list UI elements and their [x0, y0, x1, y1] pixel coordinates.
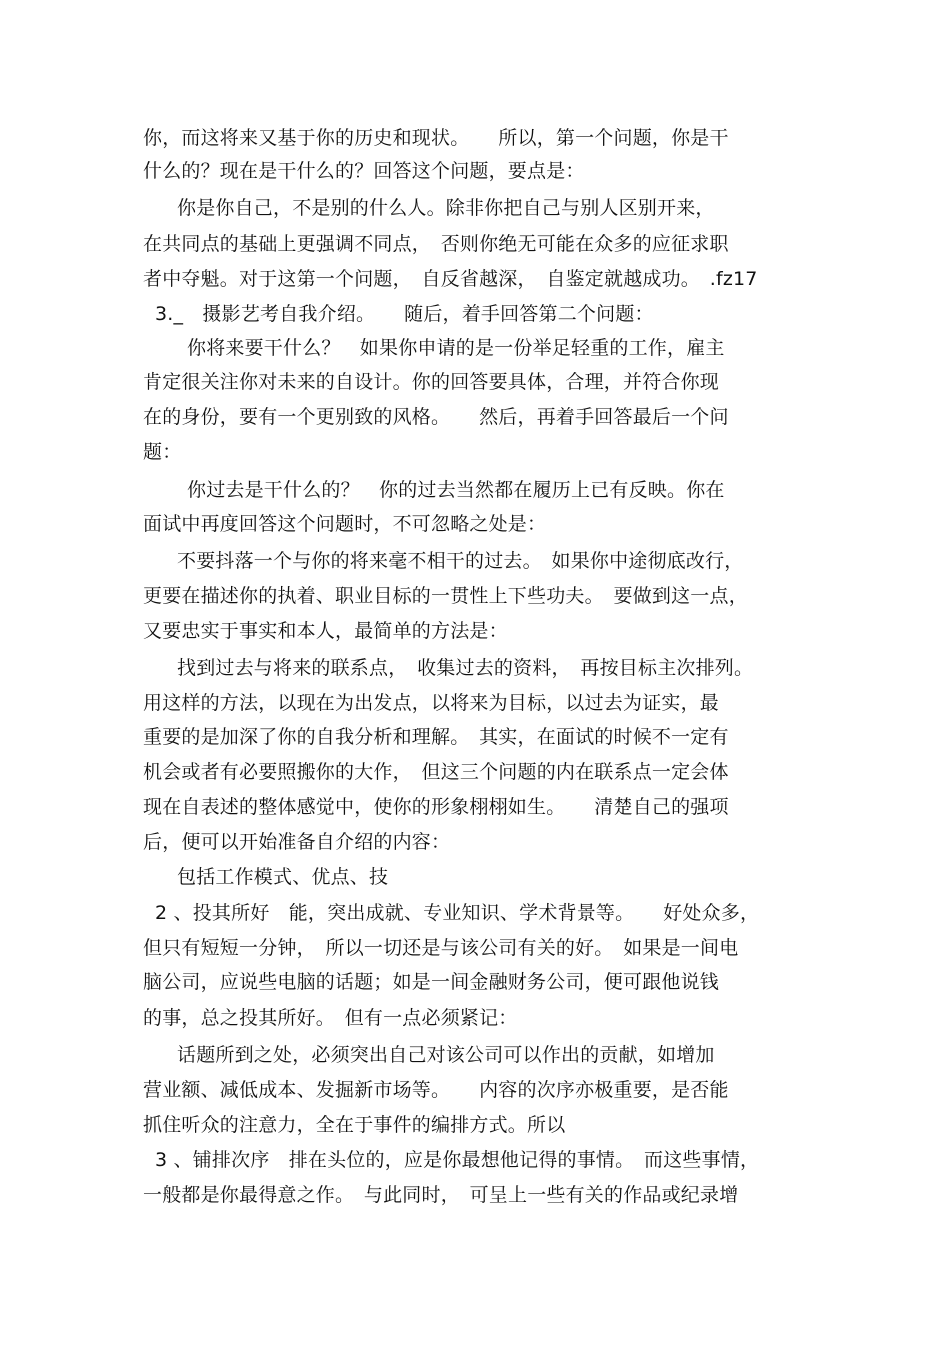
- text-line: 抓住听众的注意力，全在于事件的编排方式。所以: [143, 1114, 566, 1136]
- text-line: 2 、投其所好 能，突出成就、专业知识、学术背景等。 好处众多，: [155, 902, 760, 924]
- text-line: 更要在描述你的执着、职业目标的一贯性上下些功夫。 要做到这一点，: [143, 585, 748, 607]
- text-line: 重要的是加深了你的自我分析和理解。 其实，在面试的时候不一定有: [143, 726, 729, 748]
- text-line: 脑公司，应说些电脑的话题；如是一间金融财务公司，便可跟他说钱: [143, 971, 720, 993]
- text-line: 你将来要干什么？ 如果你申请的是一份举足轻重的工作，雇主: [187, 337, 725, 359]
- text-line: 3 、铺排次序 排在头位的，应是你最想他记得的事情。 而这些事情，: [155, 1149, 760, 1171]
- text-line: 什么的？现在是干什么的？回答这个问题，要点是：: [143, 160, 585, 182]
- text-line: 现在自表述的整体感觉中，使你的形象栩栩如生。 清楚自己的强项: [143, 796, 729, 818]
- text-line: 后，便可以开始准备自介绍的内容：: [143, 831, 451, 853]
- text-line: 包括工作模式、优点、技: [177, 866, 389, 888]
- text-line: 话题所到之处，必须突出自己对该公司可以作出的贡献，如增加: [177, 1044, 715, 1066]
- text-line: 者中夺魁。对于这第一个问题， 自反省越深， 自鉴定就越成功。 .fz17: [143, 268, 758, 290]
- text-line: 的事，总之投其所好。 但有一点必须紧记：: [143, 1007, 518, 1029]
- text-line: 一般都是你最得意之作。 与此同时， 可呈上一些有关的作品或纪录增: [143, 1184, 739, 1206]
- text-line: 3._ 摄影艺考自我介绍。 随后，着手回答第二个问题：: [155, 303, 654, 325]
- text-line: 在共同点的基础上更强调不同点， 否则你绝无可能在众多的应征求职: [143, 233, 729, 255]
- text-line: 不要抖落一个与你的将来毫不相干的过去。 如果你中途彻底改行，: [177, 550, 744, 572]
- text-line: 机会或者有必要照搬你的大作， 但这三个问题的内在联系点一定会体: [143, 761, 729, 783]
- text-line: 题：: [143, 441, 182, 463]
- text-line: 面试中再度回答这个问题时，不可忽略之处是：: [143, 513, 547, 535]
- text-line: 你，而这将来又基于你的历史和现状。 所以，第一个问题，你是干: [143, 127, 729, 149]
- text-line: 用这样的方法，以现在为出发点，以将来为目标，以过去为证实，最: [143, 692, 720, 714]
- text-line: 在的身份，要有一个更别致的风格。 然后，再着手回答最后一个问: [143, 406, 729, 428]
- text-line: 营业额、减低成本、发掘新市场等。 内容的次序亦极重要，是否能: [143, 1079, 729, 1101]
- text-line: 找到过去与将来的联系点， 收集过去的资料， 再按目标主次排列。: [177, 657, 754, 679]
- text-line: 又要忠实于事实和本人，最简单的方法是：: [143, 620, 508, 642]
- text-line: 但只有短短一分钟， 所以一切还是与该公司有关的好。 如果是一间电: [143, 937, 739, 959]
- text-line: 你过去是干什么的？ 你的过去当然都在履历上已有反映。你在: [187, 479, 725, 501]
- text-line: 肯定很关注你对未来的自设计。你的回答要具体，合理，并符合你现: [143, 371, 720, 393]
- text-line: 你是你自己，不是别的什么人。除非你把自己与别人区别开来，: [177, 197, 715, 219]
